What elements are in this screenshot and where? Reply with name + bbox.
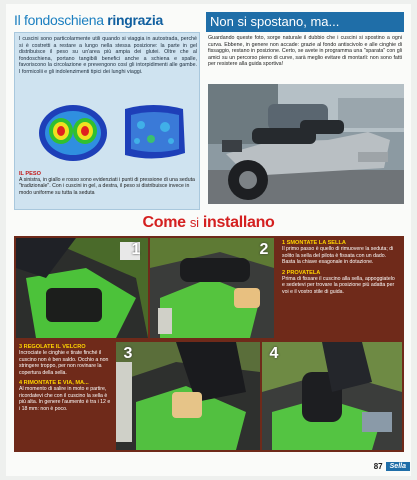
step3-title: 3 REGOLATE IL VELCRO <box>19 344 86 350</box>
step3-body: Incrociate le cinghie e tirate finché il cuscino non è ben saldo. Occhio a non stringere troppo, per non rovinare la copertura della sella. <box>19 350 109 376</box>
caption-body: A sinistra, in giallo e rosso sono evidenziati i punti di pressione di una seduta "tradizionale". Con i cuscini in gel, a destra, il peso si distribuisce invece in modo uniforme su tutta la seduta <box>19 177 195 196</box>
step3-photo <box>116 342 260 450</box>
step2-title: 2 PROVATELA <box>282 269 321 276</box>
article-right-body: Guardando queste foto, sorge naturale il dubbio che i cuscini si spostino a ogni curva. Ebbene, in genere non accade: grazie al fondo antiscivolo e alle cinghie di fissaggio, restano in posizione. Certo, se avete in programma una "sparata" con gli amici su un percorso pieno di curve, sarà meglio evitare di montarli: non sono fatti per resistere alla guida sportiva! <box>208 35 402 68</box>
step2-badge: 2 <box>259 241 269 258</box>
step2-body: Prima di fissare il cuscino alla sella, appoggiatelo e sedetevi per trovare la posizione più adatta per voi e il vostro stile di guida. <box>282 275 395 295</box>
step1-badge: 1 <box>131 241 141 258</box>
step4-body: Al momento di salire in moto e partire, ricordatevi che con il cuscino la sella è più alta. In genere l'aumento è tra i 12 e i 18 mm: non è poco. <box>19 386 111 412</box>
install-section <box>14 236 404 452</box>
step4-badge: 4 <box>269 345 279 362</box>
article-left-title: Il fondoschiena ringrazia <box>14 12 163 28</box>
heatmap-traditional <box>39 105 107 161</box>
magazine-page <box>6 4 411 476</box>
step1-title: 1 SMONTATE LA SELLA <box>282 240 346 246</box>
page-number: 87 <box>373 461 383 471</box>
step1-body: Il primo passo è quello di rimuovere la seduta; di solito la sella del pilota è fissata con un dado. Basta la chiave esagonale in dotazione. <box>282 246 394 265</box>
step4-photo <box>262 342 402 450</box>
step-text-1-2 <box>278 238 402 338</box>
article-left-box <box>14 32 200 210</box>
install-title: Come si installano <box>142 214 275 231</box>
motorcycle-photo <box>208 84 404 204</box>
step-text-3-4 <box>16 342 114 450</box>
step3-badge: 3 <box>123 345 133 362</box>
caption-title: IL PESO <box>19 171 41 177</box>
article-right-title: Non si spostano, ma... <box>206 12 404 32</box>
page-footer <box>322 460 410 472</box>
article-left-body: I cuscini sono particolarmente utili quando si viaggia in autostrada, perché si è costretti a restare a lungo nella stessa posizione: la parte in gel distribuisce il peso su un'area più ampia dei glutei. Oltre che al fondoschiena, portano tangibili benefici anche a schiena e spalle, favoriscono la circolazione e prevengono così gli intorpidimenti alle gambe. I formicolii e gli indolenzimenti tipici dei lunghi viaggi. <box>19 36 197 75</box>
step4-title: 4 RIMONTATE E VIA, MA... <box>19 380 89 386</box>
heatmap-gel <box>125 105 185 159</box>
magazine-logo: Sella <box>386 462 410 471</box>
caption-weight <box>19 171 197 207</box>
